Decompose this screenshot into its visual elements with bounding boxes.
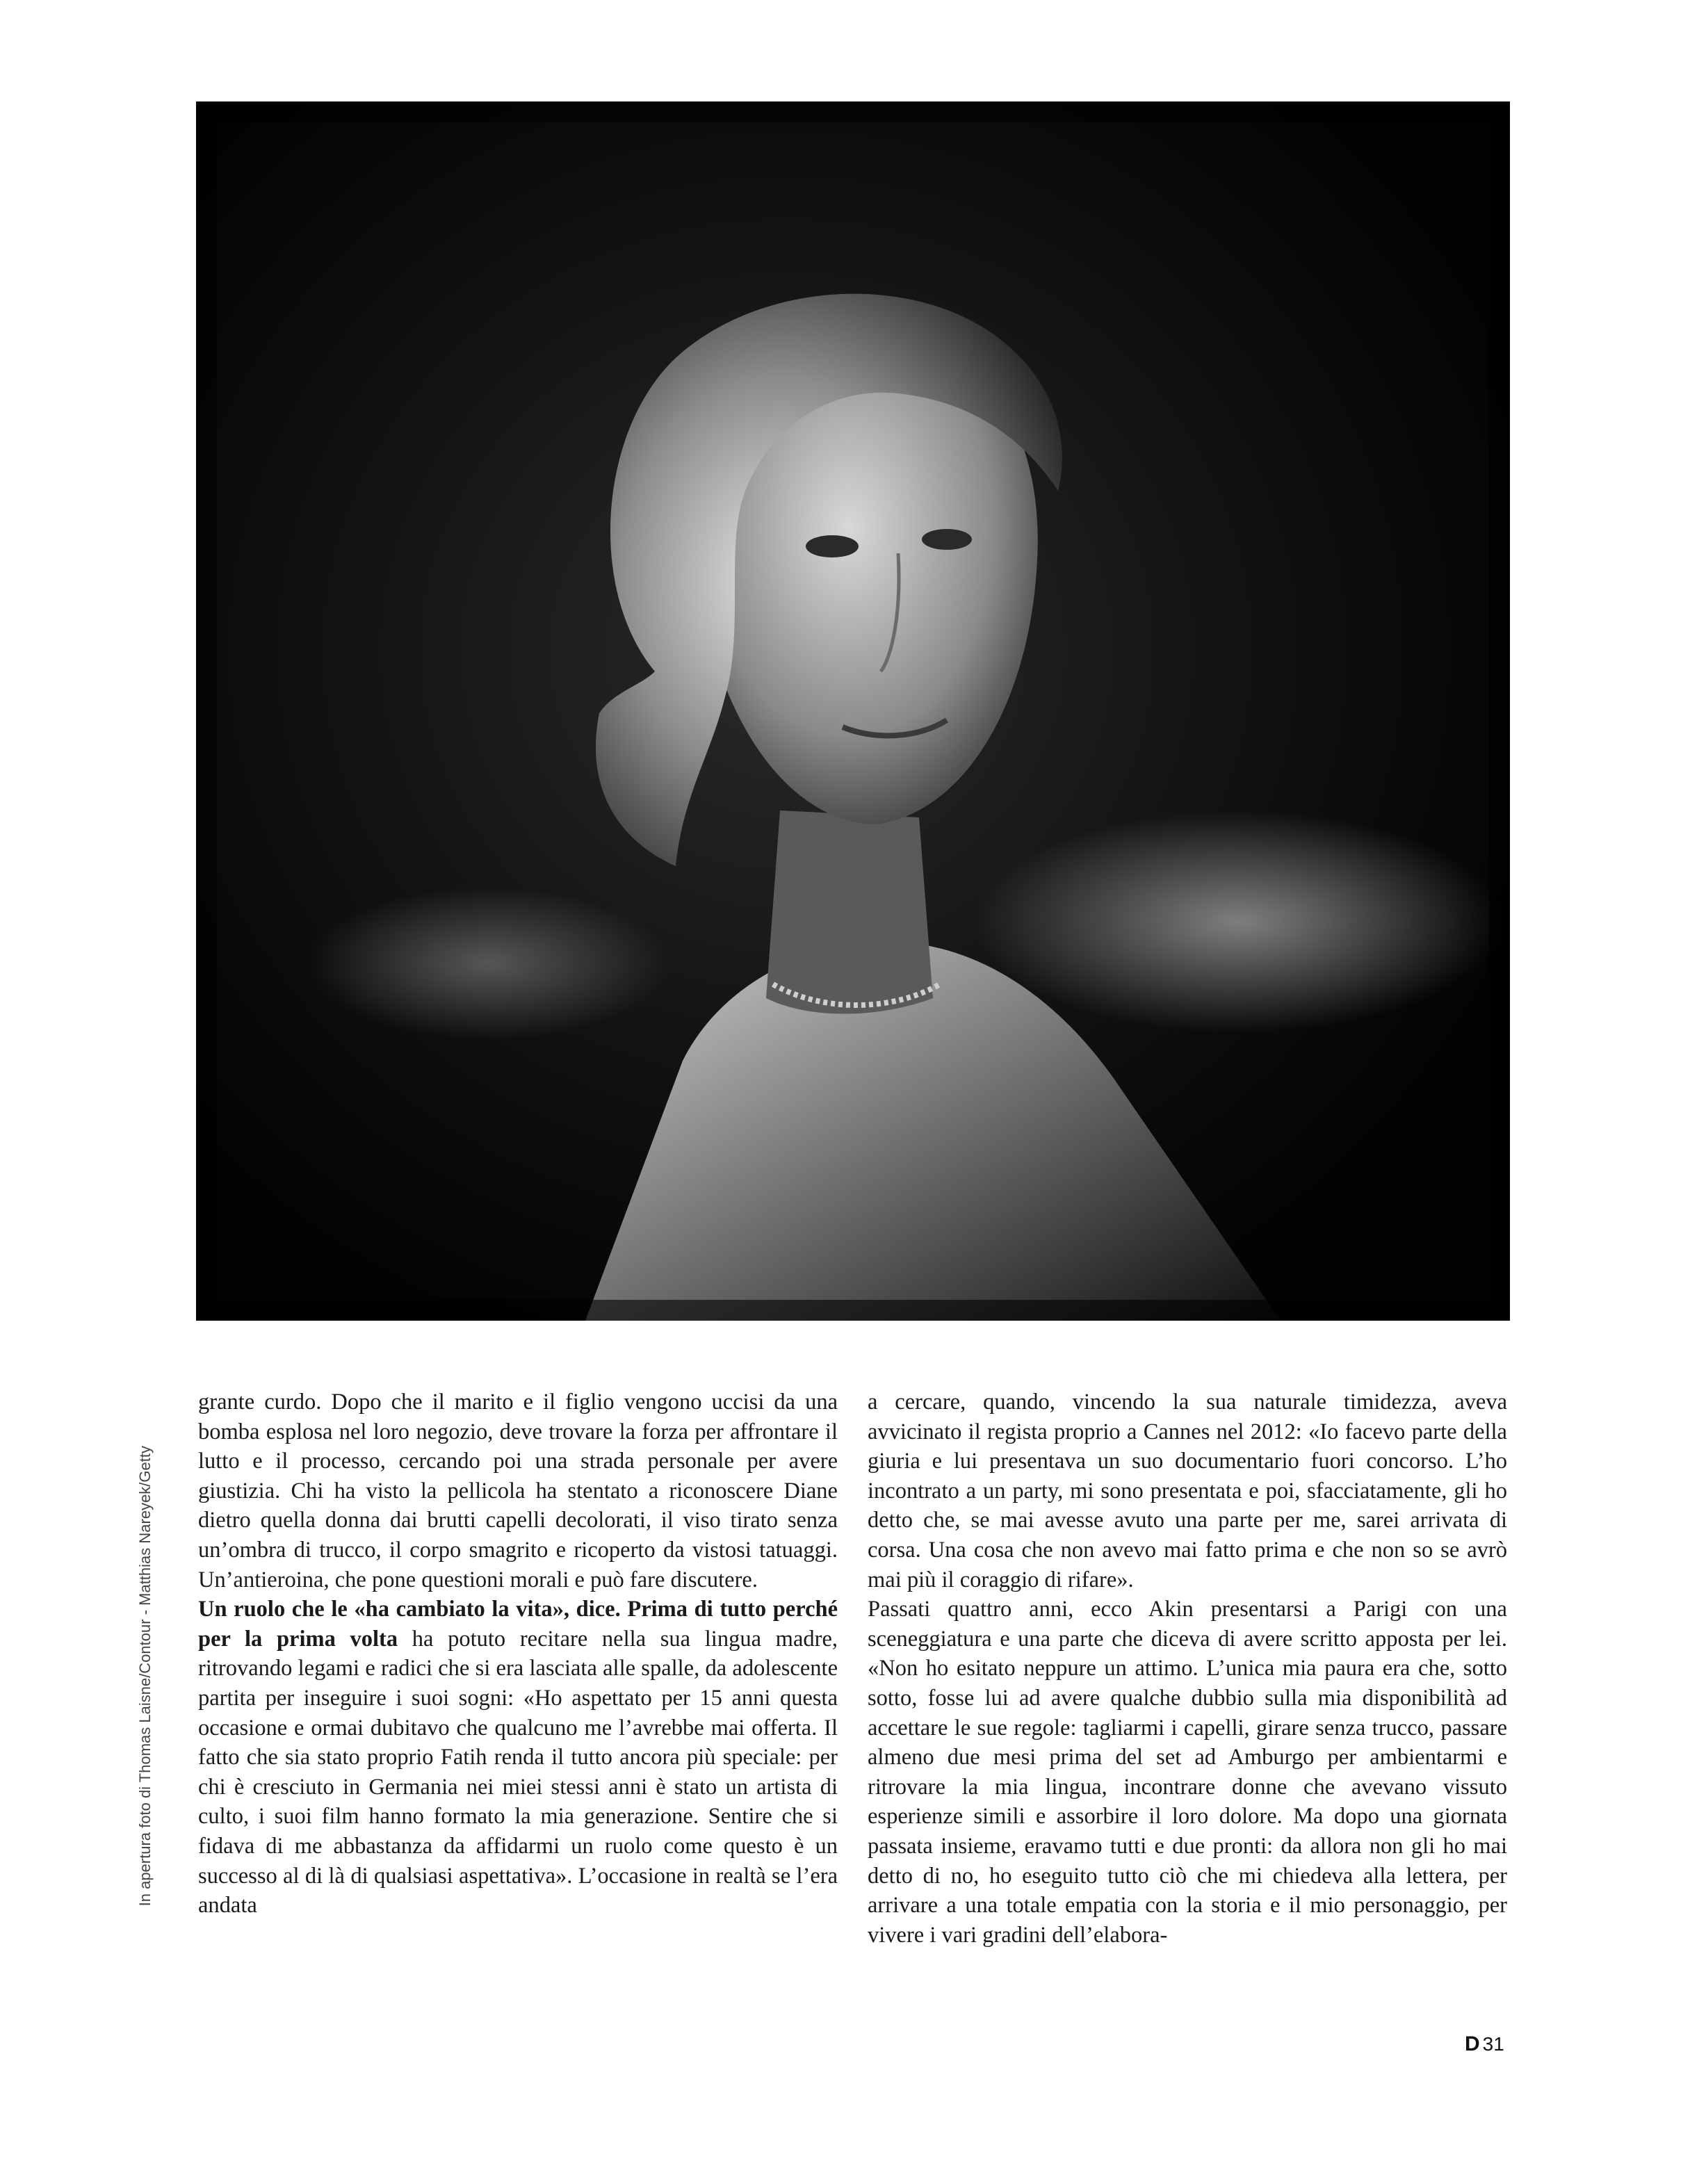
paragraph-lead-in: Un ruolo che le «ha cambiato la vita», dice. Prima di tutto perché per la prima volta [198, 1597, 838, 1652]
article-paragraph [198, 1595, 838, 1921]
article-paragraph: Passati quattro anni, ecco Akin presentarsi a Parigi con una sceneggiatura e una parte che diceva di avere scritto apposta per lei. «Non ho esitato neppure un attimo. L’unica mia paura era che, sotto sotto, fosse lui ad avere qualche dubbio sulla mia disponibilità ad accettare le sue regole: tagliarmi i capelli, girare senza trucco, passare almeno due mesi prima del set ad Amburgo per ambientarmi e ritrovare la mia lingua, incontrare donne che avevano vissuto esperienze simili e assorbire il loro dolore. Ma dopo una giornata passata insieme, eravamo tutti e due pronti: da allora non gli ho mai detto di no, ho eseguito tutto ciò che mi chiedeva alla lettera, per arrivare a una totale empatia con la storia e il mio personaggio, per vivere i vari gradini dell’elabora- [868, 1597, 1507, 1948]
article-column-right [868, 1387, 1507, 1950]
page-number: 31 [1482, 2033, 1504, 2055]
portrait-photo-illustration [196, 101, 1510, 1321]
page-folio [1465, 2032, 1504, 2056]
portrait-photo [196, 101, 1510, 1321]
magazine-logo: D [1465, 2032, 1480, 2055]
article-paragraph: grante curdo. Dopo che il marito e il figlio vengono uccisi da una bomba esplosa nel loro negozio, deve trovare la forza per affrontare il lutto e il processo, cercando poi una strada personale per avere giustizia. Chi ha visto la pellicola ha stentato a riconoscere Diane dietro quella donna dai brutti capelli decolorati, il viso tirato senza un’ombra di trucco, il corpo smagrito e ricoperto da vistosi tatuaggi. Un’antieroina, che pone questioni morali e può fare discutere. [198, 1390, 838, 1592]
article-column-left [198, 1387, 838, 1921]
paragraph-body: ha potuto recitare nella sua lingua madre, ritrovando legami e radici che si era lasciata alle spalle, da adolescente partita per inseguire i suoi sogni: «Ho aspettato per 15 anni questa occasione e ormai dubitavo che qualcuno me l’avrebbe mai offerta. Il fatto che sia stato proprio Fatih renda il tutto ancora più speciale: per chi è cresciuto in Germania nei miei stessi anni è stato un artista di culto, i suoi film hanno formato la mia generazione. Sentire che si fidava di me abbastanza da affidarmi un ruolo come questo è un successo al di là di qualsiasi aspettativa». L’occasione in realtà se l’era andata [198, 1626, 838, 1918]
article-paragraph: a cercare, quando, vincendo la sua naturale timidezza, aveva avvicinato il regista proprio a Cannes nel 2012: «Io facevo parte della giuria e lui presentava un suo documentario fuori concorso. L’ho incontrato a un party, mi sono presentata e poi, sfacciatamente, gli ho detto che, se mai avesse avuto una parte per me, sarei arrivata di corsa. Una cosa che non avevo mai fatto prima e che non so se avrò mai più il coraggio di rifare». [868, 1390, 1507, 1592]
photo-credit: In apertura foto di Thomas Laisne/Contour - Matthias Nareyek/Getty [136, 1446, 154, 1907]
